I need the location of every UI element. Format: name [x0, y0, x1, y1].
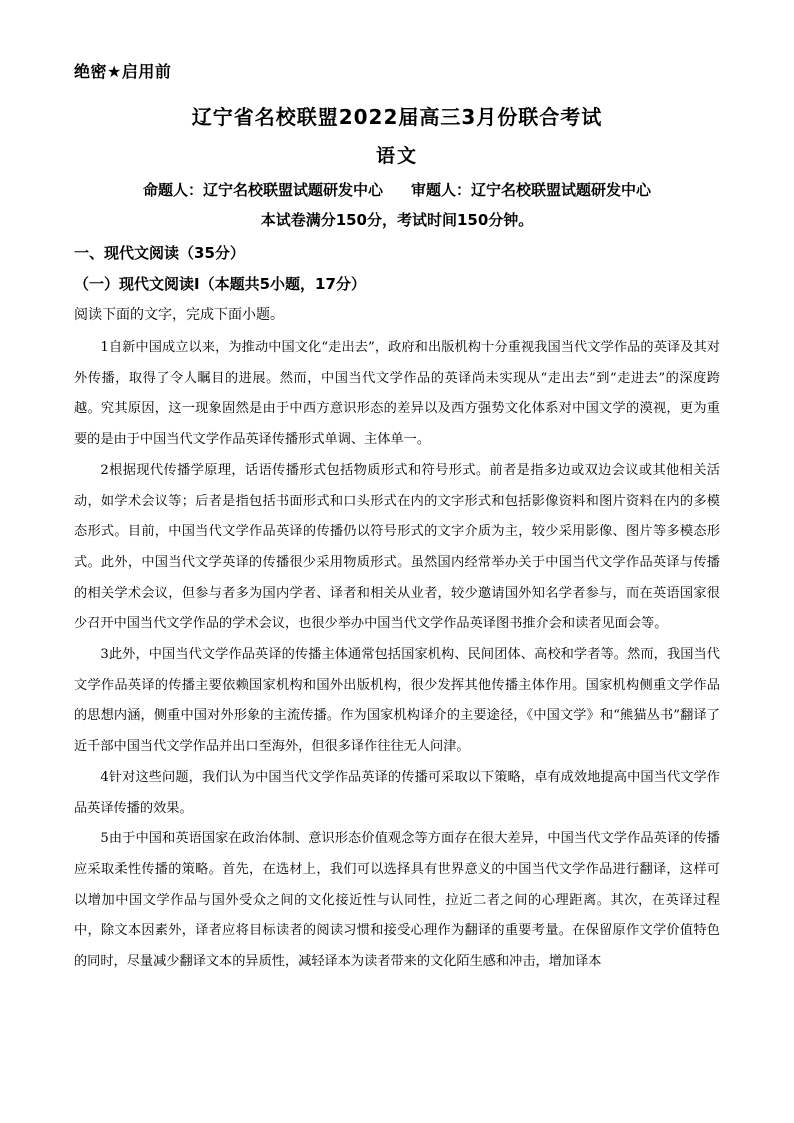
- passage-paragraph: 4针对这些问题，我们认为中国当代文学作品英译的传播可采取以下策略，卓有成效地提高中国当代文学作品英译传播的效果。: [74, 769, 720, 816]
- passage-paragraph: 2根据现代传播学原理，话语传播形式包括物质形式和符号形式。前者是指多边或双边会议或其他相关活动，如学术会议等；后者是指包括书面形式和口头形式在内的文字形式和包括影像资料和图片资料在内的多模态形式。目前，中国当代文学作品英译的传播仍以符号形式的文字介质为主，较少采用影像、图片等多模态形式。此外，中国当代文学英译的传播很少采用物质形式。虽然国内经常举办关于中国当代文学作品英译与传播的相关学术会议，但参与者多为国内学者、译者和相关从业者，较少邀请国外知名学者参与，而在英语国家很少召开中国当代文学作品的学术会议，也很少举办中国当代文学作品英译图书推介会和读者见面会等。: [74, 462, 720, 632]
- passage-paragraph: 3此外，中国当代文学作品英译的传播主体通常包括国家机构、民间团体、高校和学者等。然而，我国当代文学作品英译的传播主要依赖国家机构和国外出版机构，很少发挥其他传播主体作用。国家机构侧重文学作品的思想内涵，侧重中国对外形象的主流传播。作为国家机构译介的主要途径，《中国文学》和“熊猫丛书”翻译了近千部中国当代文学作品并出口至海外，但很多译作往往无人问津。: [74, 647, 720, 755]
- passage-paragraph: 1自新中国成立以来，为推动中国文化“走出去”，政府和出版机构十分重视我国当代文学作品的英译及其对外传播，取得了令人瞩目的进展。然而，中国当代文学作品的英译尚未实现从“走出去”到“走进去”的深度跨越。究其原因，这一现象固然是由于中西方意识形态的差异以及西方强势文化体系对中国文学的漠视，更为重要的是由于中国当代文学作品英译传播形式单调、主体单一。: [74, 340, 720, 448]
- setter-text: 命题人：辽宁名校联盟试题研发中心: [142, 181, 383, 199]
- section-heading: 一、现代文阅读（35分）: [74, 244, 245, 262]
- exam-info: 本试卷满分150分，考试时间150分钟。: [260, 211, 534, 229]
- authors-line: [0, 180, 794, 200]
- passage-body: [74, 333, 720, 978]
- passage-paragraph: 5由于中国和英语国家在政治体制、意识形态价值观念等方面存在很大差异，中国当代文学作品英译的传播应采取柔性传播的策略。首先，在选材上，我们可以选择具有世界意义的中国当代文学作品进行翻译，这样可以增加中国文学作品与国外受众之间的文化接近性与认同性，拉近二者之间的心理距离。其次，在英译过程中，除文本因素外，译者应将目标读者的阅读习惯和接受心理作为翻译的重要考量。在保留原作文学价值特色的同时，尽量减少翻译文本的异质性，减轻译本为读者带来的文化陌生感和冲击，增加译本: [74, 831, 720, 970]
- reading-instruction: 阅读下面的文字，完成下面小题。: [74, 307, 284, 323]
- subject-title: 语文: [375, 145, 418, 167]
- confidential-label: 绝密★启用前: [74, 62, 172, 81]
- exam-title: 辽宁省名校联盟2022届高三3月份联合考试: [191, 105, 603, 129]
- subsection-heading: （一）现代文阅读Ⅰ（本题共5小题，17分）: [74, 275, 366, 293]
- reviewer-text: 审题人：辽宁名校联盟试题研发中心: [411, 181, 652, 199]
